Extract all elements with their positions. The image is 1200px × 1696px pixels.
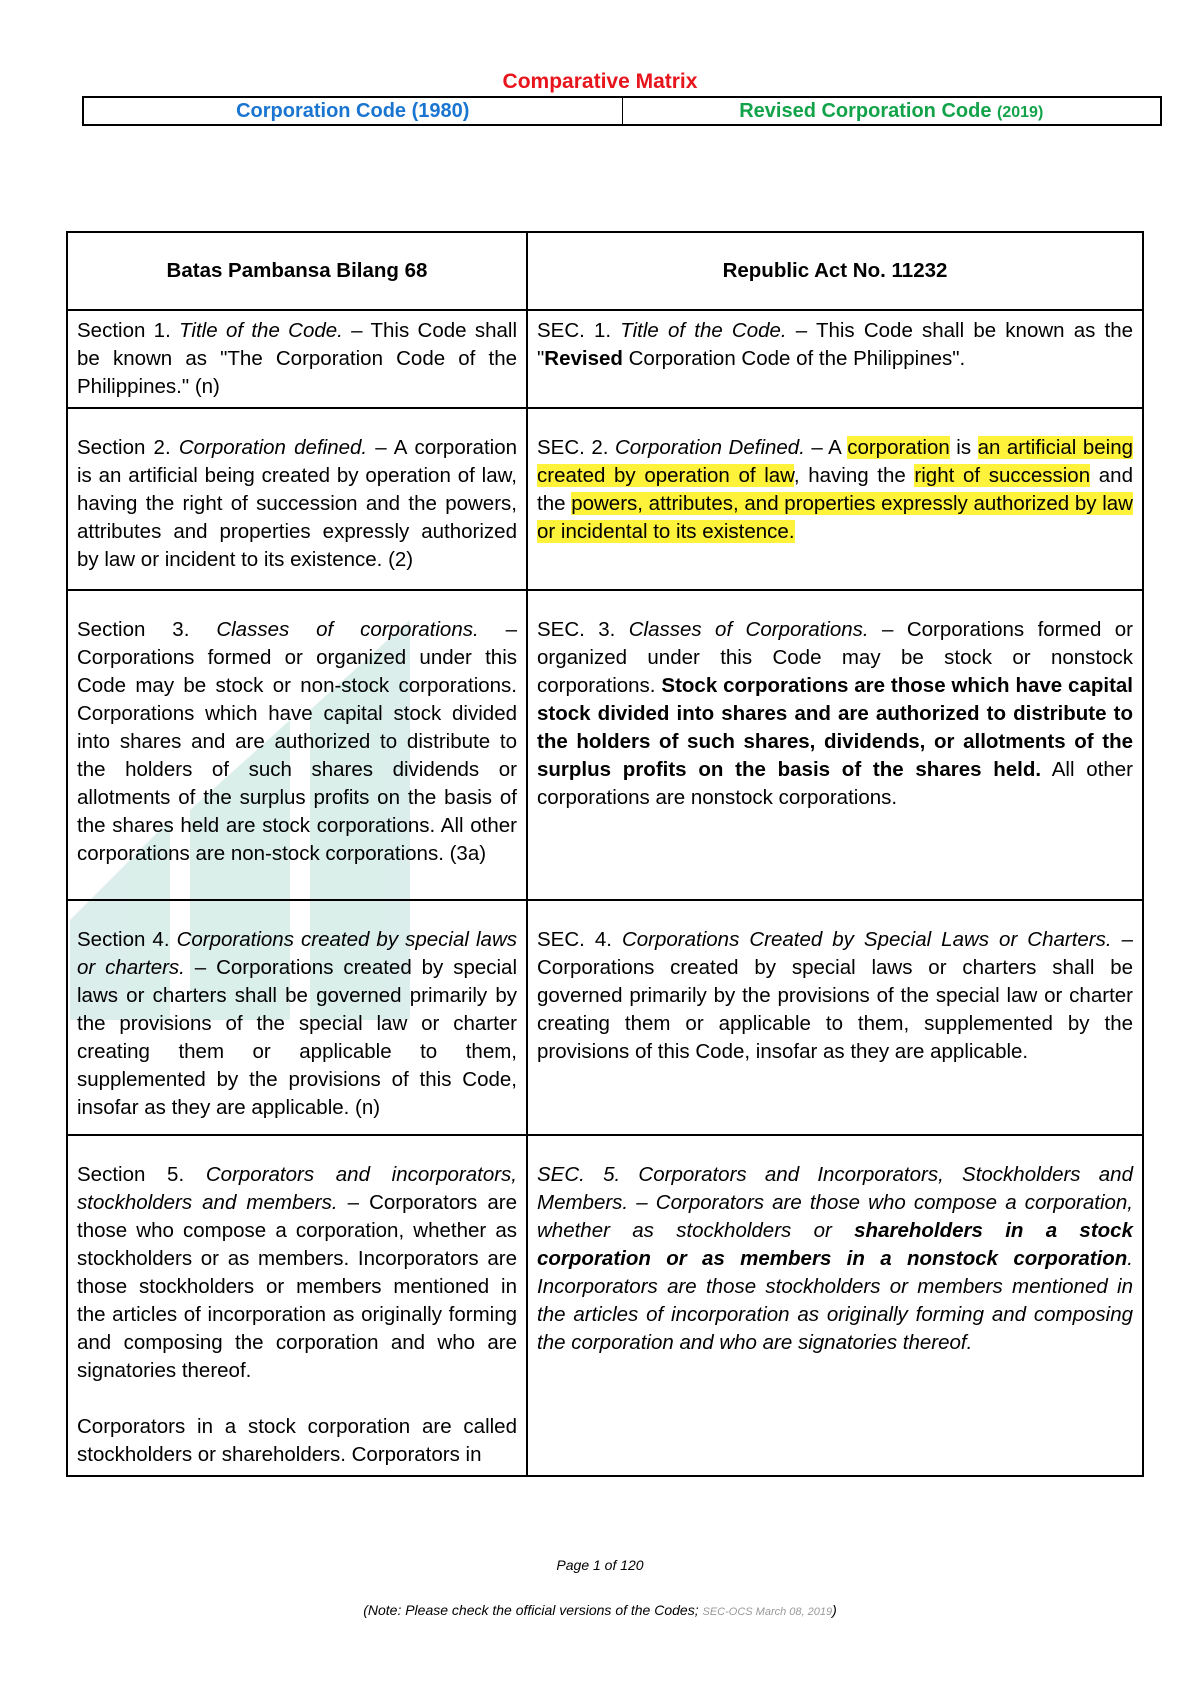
section-body: – Corporators are those who compose a corporation, whether as stockholders or as members. Incorporators are those stockholders or members mentioned in the articles of incorporation as originally forming and composing the corporation and who are signatories thereof. [77,1191,517,1382]
old-section-5 [67,1135,527,1476]
section-body: . Incorporators are those stockholders or members mentioned in the articles of incorporation as originally forming and composing the corporation and who are signatories thereof. [537,1247,1133,1354]
page-number: Page 1 of 120 [556,1557,644,1573]
section-title: Classes of Corporations. [628,618,869,641]
section-body: – Corporations formed or organized under this Code may be stock or non-stock corporations. Corporations which have capital stock divided into shares and are authorized to distribute to the holders of such shares dividends or allotments of the surplus profits on the basis of the shares held are stock corporations. All other corporations are non-stock corporations. (3a) [77,618,518,865]
footer-note-date: SEC-OCS March 08, 2019 [702,1606,833,1618]
footer-note-close: ) [832,1602,837,1618]
section-number: SEC. 2. [537,436,609,459]
highlighted-text: created by operation of law [537,464,794,487]
old-section-2 [67,408,527,590]
new-section-2 [527,408,1143,590]
document-title: Comparative Matrix [502,70,698,93]
section-number: Section 2. [77,436,171,459]
section-title: Corporations Created by Special Laws or Charters. [621,928,1112,951]
column-header-old: Batas Pambansa Bilang 68 [67,232,527,310]
section-title: Title of the Code. [179,319,343,342]
new-section-1 [527,310,1143,408]
new-section-4 [527,900,1143,1135]
new-section-5 [527,1135,1143,1476]
old-section-4 [67,900,527,1135]
new-section-3 [527,590,1143,900]
section-body: is [949,436,978,459]
section-body: – A corporation is an artificial being created by operation of law, having the right of succession and the powers, attributes and properties expressly authorized by law or incident to its existence. (2) [77,436,517,571]
section-body: – Corporations created by special laws or charters shall be governed primarily by the provisions of the special law or charter creating them or applicable to them, supplemented by the provisions of this Code, insofar as they are applicable. [537,928,1133,1063]
footer-note-text: (Note: Please check the official versions of the Codes; [363,1602,703,1618]
section-number: SEC. 3. [537,618,616,641]
section-body: – This Code shall be known as "The Corporation Code of the Philippines." (n) [77,319,517,398]
section-body: – Corporations created by special laws or charters shall be governed primarily by the provisions of the special law or charter creating them or applicable to them, supplemented by the provisions of this Code, insofar as they are applicable. (n) [77,956,518,1119]
new-code-label [622,98,1161,124]
section-number: SEC. 1. [537,319,612,342]
section-body: SEC. 5. Corporators and Incorporators, Stockholders and Members. – Corporators are those who compose a corporation, whether as stockholders or [537,1163,1133,1242]
section-number: Section 3. [77,618,190,641]
new-code-name: Revised Corporation Code [739,100,992,122]
section-body: – Corporations formed or organized under this Code may be stock or nonstock corporations. [537,618,1134,697]
comparative-matrix-table [66,231,1144,1477]
new-code-year: (2019) [997,104,1044,121]
highlighted-text: right of succession [914,464,1091,487]
section-title: Corporations created by special laws or charters. [77,928,518,979]
section-title: Title of the Code. [620,319,787,342]
amended-text: shareholders in a stock corporation or as members in a nonstock corporation [537,1219,1133,1270]
section-body: , having the [793,464,915,487]
section-body: – A [804,436,848,459]
old-section-1 [67,310,527,408]
table-row-section-4 [67,900,1143,1135]
section-body: Corporation Code of the Philippines". [622,347,966,370]
amended-text: Stock corporations are those which have capital stock divided into shares and are authorized to distribute to the holders of such shares, dividends, or allotments of the surplus profits on the basis of the shares held. [537,674,1134,781]
table-row-section-2 [67,408,1143,590]
table-header-row [67,232,1143,310]
old-code-label: Corporation Code (1980) [236,100,470,122]
code-header-table [82,96,1162,126]
paragraph [77,1161,517,1385]
section-title: Classes of corporations. [216,618,479,641]
section-body: All other corporations are nonstock corporations. [537,758,1133,809]
amended-text: Revised [544,347,623,370]
column-header-new: Republic Act No. 11232 [527,232,1143,310]
highlighted-text: corporation [847,436,950,459]
section-number: Section 5. [77,1163,185,1186]
section-title: Corporators and incorporators, stockholders and members. [77,1163,517,1214]
section-body: – This Code shall be known as the " [537,319,1134,370]
paragraph: Corporators in a stock corporation are called stockholders or shareholders. Corporators in [77,1415,517,1466]
section-number: Section 4. [77,928,170,951]
highlighted-text: an artificial being [977,436,1133,459]
section-number: SEC. 4. [537,928,612,951]
table-row-section-1 [67,310,1143,408]
section-number: Section 1. [77,319,171,342]
section-body: and the [537,464,1133,515]
old-section-3 [67,590,527,900]
highlighted-text: powers, attributes, and properties expressly authorized by law or incidental to its existence. [537,492,1133,543]
section-title: Corporation defined. [178,436,368,459]
table-row-section-3 [67,590,1143,900]
footer-note [0,1602,1200,1618]
table-row-section-5 [67,1135,1143,1476]
section-title: Corporation Defined. [614,436,805,459]
